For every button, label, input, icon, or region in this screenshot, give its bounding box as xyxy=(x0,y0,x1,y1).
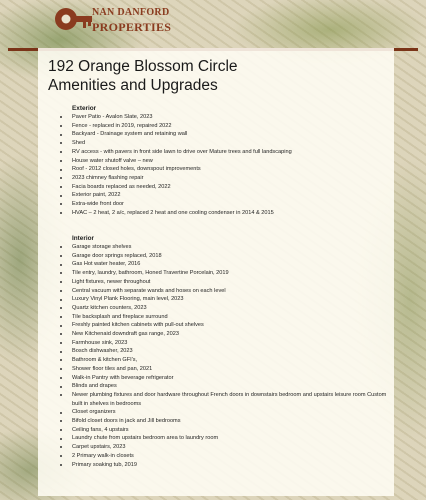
list-item: Exterior paint, 2022 xyxy=(58,191,398,200)
list-item: Facia boards replaced as needed, 2022 xyxy=(58,183,398,192)
list-item: House water shutoff valve – new xyxy=(58,157,398,166)
list-item: Central vacuum with separate wands and hoses on each level xyxy=(58,287,398,296)
exterior-section xyxy=(58,104,398,217)
list-item: Tile entry, laundry, bathroom, Honed Travertine Porcelain, 2019 xyxy=(58,269,398,278)
list-item: Blinds and drapes xyxy=(58,382,398,391)
list-item: Shower floor tiles and pan, 2021 xyxy=(58,365,398,374)
list-item: Roof - 2012 closed holes, downspout improvements xyxy=(58,165,398,174)
list-item: Carpet upstairs, 2023 xyxy=(58,443,398,452)
brand-subtitle: PROPERTIES xyxy=(92,20,172,34)
list-item: Tile backsplash and fireplace surround xyxy=(58,313,398,322)
page-title xyxy=(48,57,238,95)
list-item: Backyard - Drainage system and retaining wall xyxy=(58,130,398,139)
interior-list xyxy=(58,243,398,469)
list-item: Quartz kitchen counters, 2023 xyxy=(58,304,398,313)
key-icon xyxy=(52,2,94,40)
list-item: Farmhouse sink, 2023 xyxy=(58,339,398,348)
list-item: Gas Hot water heater, 2016 xyxy=(58,260,398,269)
list-item: HVAC – 2 heat, 2 a/c, replaced 2 heat and one cooling condenser in 2014 & 2015 xyxy=(58,209,398,218)
list-item: Garage door springs replaced, 2018 xyxy=(58,252,398,261)
exterior-heading: Exterior xyxy=(72,105,97,112)
list-item: Primary soaking tub, 2019 xyxy=(58,461,398,470)
list-item: Laundry chute from upstairs bedroom area to laundry room xyxy=(58,434,398,443)
interior-section xyxy=(58,234,398,469)
list-item: Closet organizers xyxy=(58,408,398,417)
interior-heading: Interior xyxy=(72,235,95,242)
brand-name: NAN DANFORD xyxy=(92,7,170,18)
list-item: Bathroom & kitchen GFI's, xyxy=(58,356,398,365)
list-item: Paver Patio - Avalon Slate, 2023 xyxy=(58,113,398,122)
list-item: Bifold closet doors in jack and Jill bedrooms xyxy=(58,417,398,426)
list-item: Fence - replaced in 2019, repaired 2022 xyxy=(58,122,398,131)
list-item: Light fixtures, newer throughout xyxy=(58,278,398,287)
list-item: RV access - with pavers in front side lawn to drive over Mature trees and full landscaping xyxy=(58,148,398,157)
title-address: 192 Orange Blossom Circle xyxy=(48,58,238,75)
list-item: Luxury Vinyl Plank Flooring, main level, 2023 xyxy=(58,295,398,304)
list-item: Newer plumbing fixtures and door hardware throughout French doors in downstairs bedroom and upstairs leisure room Custom built in shelves in bedrooms xyxy=(58,391,398,408)
title-subtitle: Amenities and Upgrades xyxy=(48,77,218,94)
exterior-list xyxy=(58,113,398,217)
brand-logo xyxy=(52,2,172,42)
list-item: New Kitchenaid downdraft gas range, 2023 xyxy=(58,330,398,339)
list-item: 2023 chimney flashing repair xyxy=(58,174,398,183)
list-item: Shed xyxy=(58,139,398,148)
list-item: Bosch dishwasher, 2023 xyxy=(58,347,398,356)
list-item: Garage storage shelves xyxy=(58,243,398,252)
list-item: Ceiling fans, 4 upstairs xyxy=(58,426,398,435)
list-item: Extra-wide front door xyxy=(58,200,398,209)
list-item: 2 Primary walk-in closets xyxy=(58,452,398,461)
list-item: Walk-in Pantry with beverage refrigerator xyxy=(58,374,398,383)
list-item: Freshly painted kitchen cabinets with pull-out shelves xyxy=(58,321,398,330)
